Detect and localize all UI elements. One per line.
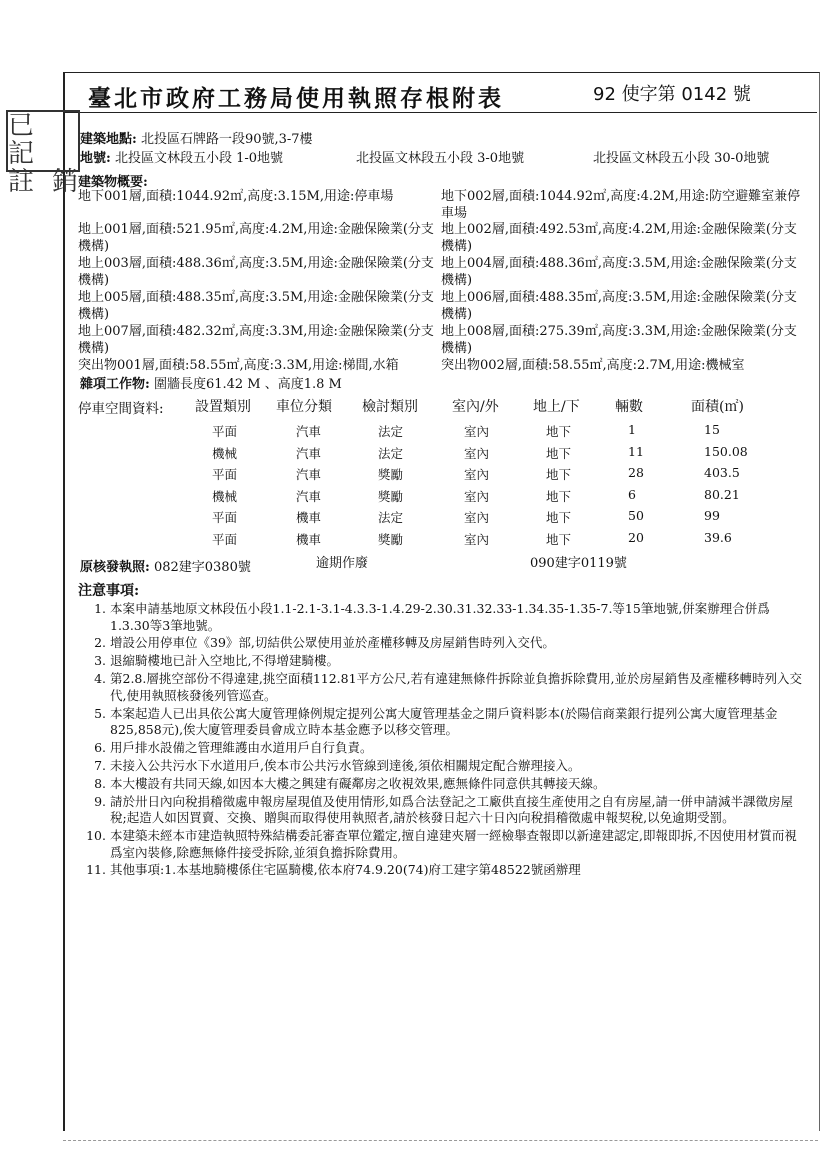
- parking-cell: 法定: [378, 510, 404, 525]
- note-text: 第2.8.層挑空部份不得違建,挑空面積112.81平方公尺,若有違建無條件拆除並負擔拆除費用,並於房屋銷售及產權移轉時列入交代,使用執照核發後列管巡查。: [110, 671, 803, 703]
- note-item: [86, 635, 806, 652]
- note-number: 1.: [94, 601, 106, 616]
- parking-cell: 汽車: [296, 488, 322, 504]
- note-text: 本建築未經本市建造執照特殊結構委託審查單位鑑定,擅自違建夾層一經檢舉查報即以新違建認定,即報即拆,不因使用材質而視爲室內裝修,除應無條件接受拆除,並須負擔拆除費用。: [110, 828, 797, 860]
- note-item: [86, 794, 806, 827]
- address-row: [80, 132, 313, 148]
- document-title: 臺北市政府工務局使用執照存根附表: [88, 86, 504, 112]
- parking-cell: 室內: [464, 510, 490, 525]
- overview-left-5: 突出物001層,面積:58.55㎡,高度:3.3M,用途:梯間,水箱: [78, 358, 399, 373]
- note-text: 用戶排水設備之管理維護由水道用戶自行負責。: [110, 739, 373, 755]
- parking-cell: 平面: [212, 531, 238, 547]
- parking-cell: 50: [628, 508, 644, 523]
- lot-value-1: 北投區文林段五小段 1-0地號: [114, 151, 284, 166]
- parking-cell: 室內: [464, 467, 490, 482]
- permit-number: 92 使字第 0142 號: [593, 84, 751, 105]
- parking-cell: 室內: [464, 488, 490, 504]
- note-item: [86, 740, 806, 757]
- parking-cell: 地下: [546, 488, 572, 504]
- note-item: [86, 601, 806, 634]
- parking-cell: 獎勵: [378, 531, 404, 547]
- parking-cell: 室內: [464, 531, 490, 547]
- overview-left-1: 地上001層,面積:521.95㎡,高度:4.2M,用途:金融保險業(分支機構): [78, 222, 434, 254]
- lot-value-2: 北投區文林段五小段 3-0地號: [356, 151, 525, 166]
- note-text: 本案申請基地原文林段伍小段1.1-2.1-3.1-4.3.3-1.4.29-2.30.31.32.33-1.34.35-1.35-7.等15筆地號,併案辦理合併爲1.3.30等3筆地號。: [110, 601, 770, 633]
- note-number: 10.: [86, 828, 106, 844]
- note-text: 本案起造人已出具依公寓大廈管理條例規定提列公寓大廈管理基金之開戶資料影本(於陽信商業銀行提列公寓大廈管理基金825,858元),俟大廈管理委員會成立時本基金應予以移交管理。: [110, 705, 778, 738]
- lot-row: [80, 151, 283, 167]
- note-text: 增設公用停車位《39》部,切結供公眾使用並於產權移轉及房屋銷售時列入交代。: [110, 635, 555, 651]
- note-item: [86, 758, 806, 775]
- parking-cell: 28: [628, 465, 644, 480]
- misc-value: 圍牆長度61.42 M 、高度1.8 M: [153, 377, 342, 392]
- note-item: [86, 862, 806, 879]
- address-label: 建築地點:: [80, 132, 137, 147]
- overview-right-2: 地上004層,面積:488.36㎡,高度:3.5M,用途:金融保險業(分支機構): [441, 256, 797, 288]
- overview-left-3: 地上005層,面積:488.35㎡,高度:3.5M,用途:金融保險業(分支機構): [78, 290, 434, 322]
- misc-row: [80, 377, 342, 393]
- parking-cell: 機械: [212, 445, 238, 461]
- overview-label: 建築物概要:: [78, 175, 148, 190]
- original-permit-value-3: 090建字0119號: [530, 556, 627, 571]
- notes-label: 注意事項:: [78, 583, 140, 599]
- lot-value-3: 北投區文林段五小段 30-0地號: [593, 151, 770, 166]
- note-number: 9.: [94, 793, 106, 809]
- note-number: 5.: [94, 705, 106, 721]
- parking-cell: 6: [628, 486, 636, 502]
- parking-cell: 150.08: [704, 443, 748, 459]
- overview-left-2: 地上003層,面積:488.36㎡,高度:3.5M,用途:金融保險業(分支機構): [78, 256, 434, 288]
- note-number: 3.: [94, 653, 106, 669]
- parking-cell: 獎勵: [378, 467, 404, 482]
- cancellation-stamp: 已 記 註 銷: [6, 110, 80, 172]
- parking-cell: 法定: [378, 424, 404, 439]
- note-number: 7.: [94, 757, 106, 773]
- note-text: 請於卅日內向稅捐稽徵處申報房屋現值及使用情形,如爲合法登記之工廠供直接生產使用之自有房屋,請一併申請減半課徵房屋稅;起造人如因買賣、交換、贈與而取得使用執照者,請於核發日起六十日內向稅捐稽徵處申報契稅,以免逾期受罰。: [110, 793, 793, 826]
- original-permit-row: [80, 560, 251, 576]
- note-item: [86, 706, 806, 739]
- page-bottom-line: [63, 1140, 818, 1141]
- parking-cell: 平面: [212, 424, 238, 439]
- parking-cell: 地下: [546, 510, 572, 525]
- overview-right-5: 突出物002層,面積:58.55㎡,高度:2.7M,用途:機械室: [441, 358, 745, 373]
- note-item: [86, 653, 806, 670]
- parking-cell: 地下: [546, 445, 572, 461]
- note-text: 其他事項:1.本基地騎樓係住宅區騎樓,依本府74.9.20(74)府工建字第48522號函辦理: [110, 862, 581, 878]
- note-text: 退縮騎樓地已計入空地比,不得增建騎樓。: [110, 653, 339, 669]
- parking-header-6: 面積(㎡): [691, 399, 744, 415]
- note-item: [86, 671, 806, 704]
- parking-cell: 室內: [464, 445, 490, 461]
- parking-cell: 80.21: [704, 486, 740, 502]
- parking-cell: 39.6: [704, 529, 732, 545]
- parking-cell: 地下: [546, 467, 572, 482]
- note-text: 本大樓設有共同天線,如因本大樓之興建有礙鄰房之收視效果,應無條件同意供其轉接天線。: [110, 775, 606, 791]
- parking-cell: 機械: [212, 488, 238, 504]
- parking-cell: 機車: [296, 510, 322, 525]
- original-permit-label: 原核發執照:: [80, 560, 150, 575]
- parking-cell: 11: [628, 443, 644, 459]
- note-number: 6.: [94, 739, 106, 755]
- parking-label: 停車空間資料:: [78, 401, 164, 417]
- parking-cell: 地下: [546, 531, 572, 547]
- note-item: [86, 828, 806, 861]
- parking-cell: 20: [628, 529, 644, 545]
- note-item: [86, 776, 806, 793]
- parking-cell: 平面: [212, 467, 238, 482]
- parking-header-3: 室內/外: [452, 399, 499, 415]
- overview-right-3: 地上006層,面積:488.35㎡,高度:3.5M,用途:金融保險業(分支機構): [441, 290, 797, 322]
- address-value: 北投區石牌路一段90號,3-7樓: [140, 132, 313, 147]
- parking-cell: 獎勵: [378, 488, 404, 504]
- lot-label: 地號:: [80, 151, 111, 166]
- parking-cell: 室內: [464, 424, 490, 439]
- original-permit-value-1: 082建字0380號: [153, 560, 251, 575]
- overview-right-4: 地上008層,面積:275.39㎡,高度:3.3M,用途:金融保險業(分支機構): [441, 324, 797, 356]
- parking-cell: 法定: [378, 445, 404, 461]
- parking-header-5: 輛數: [615, 399, 643, 415]
- note-text: 未接入公共污水下水道用戶,俟本市公共污水管線到達後,須依相關規定配合辦理接入。: [110, 757, 581, 773]
- parking-cell: 403.5: [704, 465, 740, 480]
- parking-header-1: 車位分類: [276, 399, 332, 415]
- parking-cell: 1: [628, 422, 636, 437]
- parking-header-0: 設置類別: [195, 399, 251, 415]
- parking-cell: 汽車: [296, 445, 322, 461]
- note-number: 4.: [94, 671, 106, 687]
- original-permit-value-2: 逾期作廢: [316, 556, 369, 571]
- parking-cell: 99: [704, 508, 720, 523]
- note-number: 2.: [94, 635, 106, 651]
- overview-right-1: 地上002層,面積:492.53㎡,高度:4.2M,用途:金融保險業(分支機構): [441, 222, 797, 254]
- parking-header-2: 檢討類別: [362, 399, 418, 415]
- notes-list: [86, 601, 806, 880]
- overview-right-0: 地下002層,面積:1044.92㎡,高度:4.2M,用途:防空避難室兼停車場: [441, 189, 801, 221]
- note-number: 11.: [86, 862, 106, 878]
- note-number: 8.: [94, 775, 106, 791]
- parking-cell: 地下: [546, 424, 572, 439]
- overview-left-0: 地下001層,面積:1044.92㎡,高度:3.15M,用途:停車場: [78, 189, 394, 204]
- parking-cell: 15: [704, 422, 720, 437]
- parking-cell: 汽車: [296, 424, 322, 439]
- parking-cell: 汽車: [296, 467, 322, 482]
- parking-cell: 機車: [296, 531, 322, 547]
- overview-left-4: 地上007層,面積:482.32㎡,高度:3.3M,用途:金融保險業(分支機構): [78, 324, 434, 356]
- parking-cell: 平面: [212, 510, 238, 525]
- parking-header-4: 地上/下: [533, 399, 580, 415]
- misc-label: 雜項工作物:: [80, 377, 150, 392]
